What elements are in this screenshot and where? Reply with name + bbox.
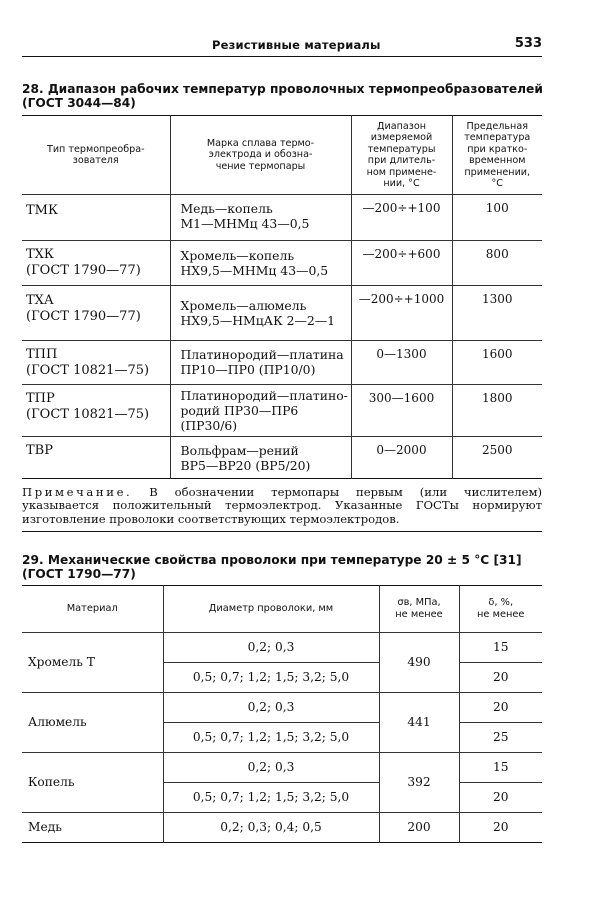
thermocouple-type: ТПР (26, 391, 55, 406)
table28-header-alloy: Марка сплава термо- электрода и обозна- чение термопары (170, 116, 351, 195)
tensile-strength: 392 (379, 753, 459, 813)
note-label: Примечание. (22, 485, 133, 499)
table28-row (22, 437, 542, 479)
diameter-values: 0,2; 0,3 (163, 753, 379, 783)
table28-caption-line2: (ГОСТ 3044—84) (22, 96, 136, 110)
table29-caption-line2: (ГОСТ 1790—77) (22, 567, 136, 581)
table29-row (22, 753, 542, 783)
table29-header-row (22, 586, 542, 633)
table28-header-range: Диапазон измеряемой температуры при длитель- ном примене- нии, °С (351, 116, 452, 195)
alloy-line: Медь—копель (180, 201, 273, 216)
limit-temperature: 100 (485, 201, 509, 215)
table28-note (22, 486, 542, 526)
thermocouple-standard: (ГОСТ 10821—75) (26, 363, 150, 378)
limit-temperature: 800 (485, 247, 509, 261)
note-text: В обозначении термопары первым (или числителем) указывается положительный термоэлектрод. Указанные ГОСТы нормируют изготовление проволоки соответствующих термоэлектродов. (22, 485, 542, 526)
table29-row (22, 633, 542, 663)
alloy-line: НХ9,5—НМцАК 2—2—1 (180, 313, 336, 328)
alloy-line: Платинородий—платино- (180, 388, 348, 403)
table28-row (22, 286, 542, 341)
thermocouple-type: ТПП (26, 347, 58, 362)
table28-header-row (22, 116, 542, 195)
table29-header-delta: δ, %, не менее (459, 586, 542, 633)
table29-header-diameter: Диаметр проволоки, мм (163, 586, 379, 633)
thermocouple-standard: (ГОСТ 1790—77) (26, 263, 141, 278)
elongation: 20 (459, 693, 542, 723)
diameter-values: 0,5; 0,7; 1,2; 1,5; 3,2; 5,0 (163, 663, 379, 693)
table28 (22, 115, 542, 479)
diameter-values: 0,2; 0,3; 0,4; 0,5 (163, 813, 379, 843)
material-name: Копель (22, 753, 163, 813)
elongation: 20 (459, 783, 542, 813)
table28-header-limit: Предельная температура при кратко- временном применении, °С (452, 116, 542, 195)
limit-temperature: 1800 (481, 391, 513, 405)
elongation: 15 (459, 753, 542, 783)
tensile-strength: 441 (379, 693, 459, 753)
tensile-strength: 490 (379, 633, 459, 693)
diameter-values: 0,5; 0,7; 1,2; 1,5; 3,2; 5,0 (163, 783, 379, 813)
alloy-line: НХ9,5—МНМц 43—0,5 (180, 263, 329, 278)
thermocouple-standard: (ГОСТ 10821—75) (26, 407, 150, 422)
material-name: Хромель Т (22, 633, 163, 693)
table29-caption-line1: 29. Механические свойства проволоки при температуре 20 ± 5 °С [31] (22, 553, 522, 567)
temperature-range: 0—1300 (376, 347, 427, 361)
alloy-line: родий ПР30—ПР6 (180, 403, 299, 418)
temperature-range: 300—1600 (368, 391, 435, 405)
limit-temperature: 2500 (481, 443, 513, 457)
temperature-range: —200÷+1000 (358, 292, 445, 306)
alloy-line: ПР10—ПР0 (ПР10/0) (180, 362, 316, 377)
temperature-range: —200÷+100 (362, 201, 441, 215)
thermocouple-type: ТХА (26, 293, 54, 308)
note-divider (22, 531, 542, 532)
temperature-range: —200÷+600 (362, 247, 441, 261)
table28-header-type: Тип термопреобра- зователя (22, 116, 170, 195)
alloy-line: Хромель—алюмель (180, 298, 307, 313)
tensile-strength: 200 (379, 813, 459, 843)
table29-header-sigma: σв, МПа, не менее (379, 586, 459, 633)
limit-temperature: 1600 (481, 347, 513, 361)
table29-caption (22, 553, 542, 581)
table29-row (22, 693, 542, 723)
table28-row (22, 341, 542, 385)
thermocouple-type: ТВР (26, 443, 53, 458)
material-name: Алюмель (22, 693, 163, 753)
temperature-range: 0—2000 (376, 443, 427, 457)
table28-row (22, 241, 542, 286)
page-number: 533 (514, 36, 542, 51)
elongation: 25 (459, 723, 542, 753)
alloy-line: Вольфрам—рений (180, 443, 299, 458)
table29-row (22, 813, 542, 843)
thermocouple-type: ТМК (26, 203, 59, 218)
diameter-values: 0,5; 0,7; 1,2; 1,5; 3,2; 5,0 (163, 723, 379, 753)
table29-header-material: Материал (22, 586, 163, 633)
elongation: 15 (459, 633, 542, 663)
alloy-line: Хромель—копель (180, 248, 295, 263)
alloy-line: ВР5—ВР20 (ВР5/20) (180, 458, 311, 473)
elongation: 20 (459, 663, 542, 693)
table29 (22, 585, 542, 843)
diameter-values: 0,2; 0,3 (163, 633, 379, 663)
elongation: 20 (459, 813, 542, 843)
alloy-line: М1—МНМц 43—0,5 (180, 216, 310, 231)
table28-row (22, 195, 542, 241)
table28-row (22, 385, 542, 437)
thermocouple-standard: (ГОСТ 1790—77) (26, 309, 141, 324)
running-header (22, 38, 542, 57)
table28-caption (22, 82, 542, 110)
table28-caption-line1: 28. Диапазон рабочих температур проволочных термопреобразователей (22, 82, 543, 96)
limit-temperature: 1300 (481, 292, 513, 306)
diameter-values: 0,2; 0,3 (163, 693, 379, 723)
alloy-line: (ПР30/6) (180, 418, 238, 433)
thermocouple-type: ТХК (26, 247, 54, 262)
material-name: Медь (28, 820, 62, 834)
running-title: Резистивные материалы (212, 38, 381, 52)
alloy-line: Платинородий—платина (180, 347, 344, 362)
